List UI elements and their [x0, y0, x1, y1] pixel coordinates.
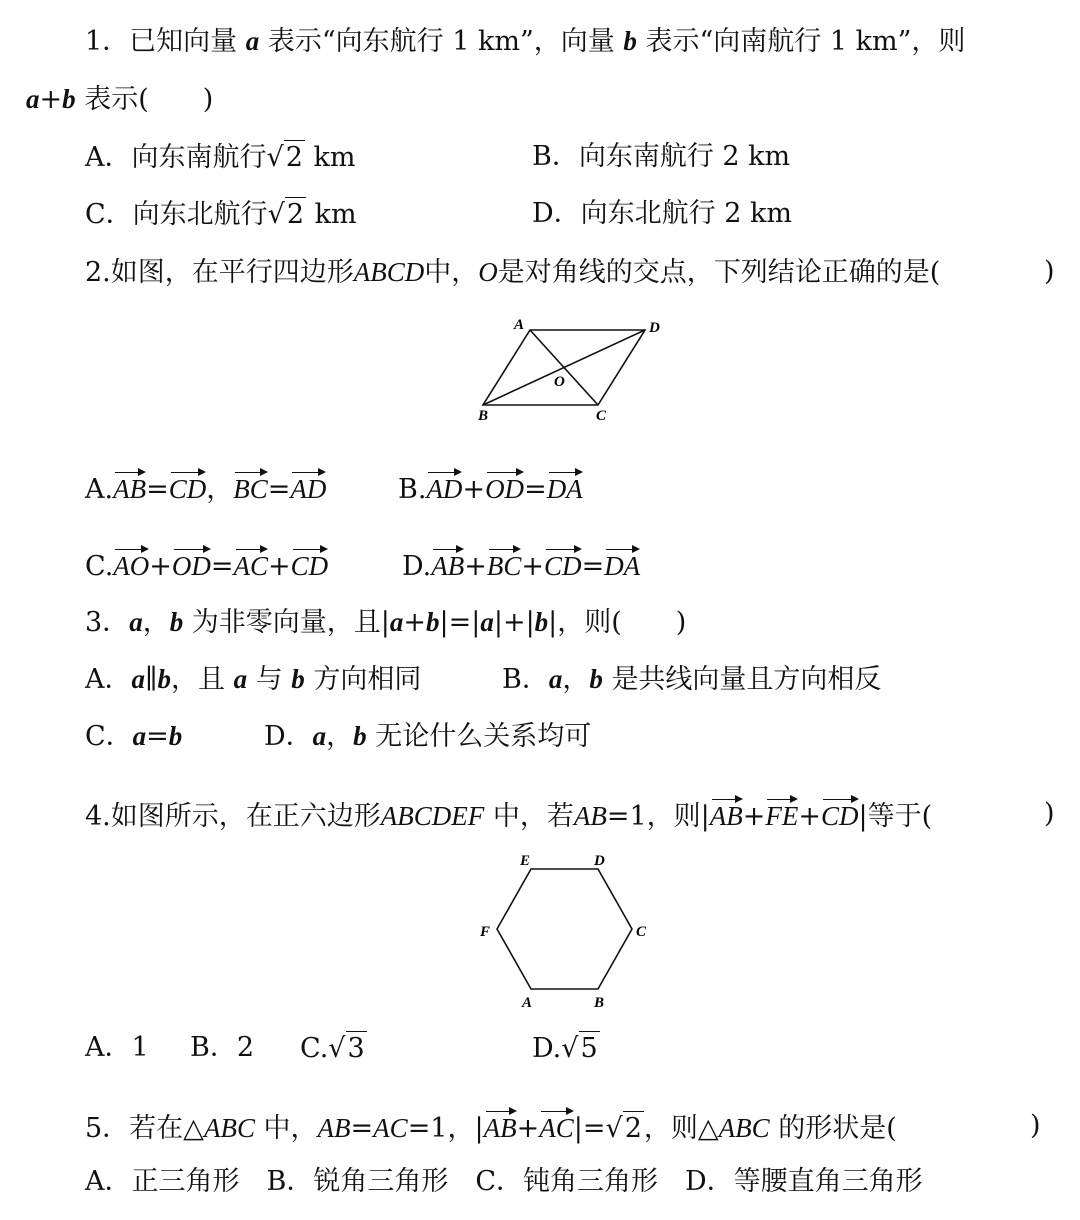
- label-d: D: [649, 320, 660, 336]
- q1-option-d: D．向东北航行 2 km: [532, 198, 792, 229]
- label-o: O: [554, 374, 565, 390]
- q4-option-d: D.√5: [532, 1033, 598, 1064]
- q4-stem-close: ): [1044, 798, 1055, 829]
- q2-stem-close: ): [1044, 256, 1055, 287]
- sqrt-symbol: √3: [328, 1033, 365, 1064]
- q4-option-b: B．2: [190, 1032, 255, 1063]
- q2-stem: 2.如图，在平行四边形ABCD中，O是对角线的交点，下列结论正确的是(: [85, 257, 941, 288]
- sqrt-symbol: √5: [561, 1033, 598, 1064]
- q3-option-d: D．a，b 无论什么关系均可: [264, 721, 592, 752]
- q5-stem: 5．若在△ABC 中，AB=AC=1，|AB+AC|=√2，则△ABC 的形状是(: [85, 1105, 897, 1146]
- label-b: B: [478, 408, 489, 424]
- q3-stem: 3．a，b 为非零向量，且|a+b|=|a|+|b|，则( ): [85, 607, 687, 638]
- hexagon-outline: [497, 869, 632, 989]
- q1-option-c: C．向东北航行√2 km: [85, 199, 357, 230]
- q3-option-a: A．a∥b，且 a 与 b 方向相同: [85, 664, 422, 695]
- q4-option-c: C.√3: [300, 1033, 365, 1064]
- sqrt-symbol: √2: [605, 1113, 642, 1144]
- q3-option-c: C．a=b: [85, 721, 183, 752]
- q2-option-a: A.AB=CD，BC=AD: [85, 466, 326, 507]
- label-b: B: [594, 995, 605, 1011]
- hexagon-figure: [470, 845, 670, 1015]
- q1-option-a: A．向东南航行√2 km: [85, 142, 356, 173]
- label-a: A: [522, 995, 533, 1011]
- q1-option-b: B．向东南航行 2 km: [532, 141, 791, 172]
- q2-option-b: B.AD+OD=DA: [398, 466, 583, 507]
- q5-options: A．正三角形 B．锐角三角形 C．钝角三角形 D．等腰直角三角形: [85, 1166, 923, 1197]
- label-c: C: [596, 408, 607, 424]
- parallelogram-figure: [470, 310, 680, 425]
- q1-stem-line1: 1．已知向量 a 表示“向东航行 1 km”，向量 b 表示“向南航行 1 km”，则: [85, 26, 966, 57]
- sqrt-symbol: √2: [266, 142, 303, 173]
- q5-stem-close: ): [1030, 1110, 1041, 1141]
- q3-option-b: B．a，b 是共线向量且方向相反: [502, 664, 882, 695]
- label-d: D: [594, 853, 605, 869]
- sqrt-symbol: √2: [267, 199, 305, 230]
- label-a: A: [514, 317, 525, 333]
- label-e: E: [520, 853, 531, 869]
- q1-stem-line2: a+b 表示( ): [26, 84, 214, 115]
- q4-stem: 4.如图所示，在正六边形ABCDEF 中，若AB=1，则|AB+FE+CD|等于(: [85, 793, 932, 834]
- label-f: F: [480, 924, 491, 940]
- label-c: C: [636, 924, 647, 940]
- q4-option-a: A．1: [85, 1032, 149, 1063]
- q2-option-d: D.AB+BC+CD=DA: [402, 543, 640, 584]
- q2-option-c: C.AO+OD=AC+CD: [85, 543, 328, 584]
